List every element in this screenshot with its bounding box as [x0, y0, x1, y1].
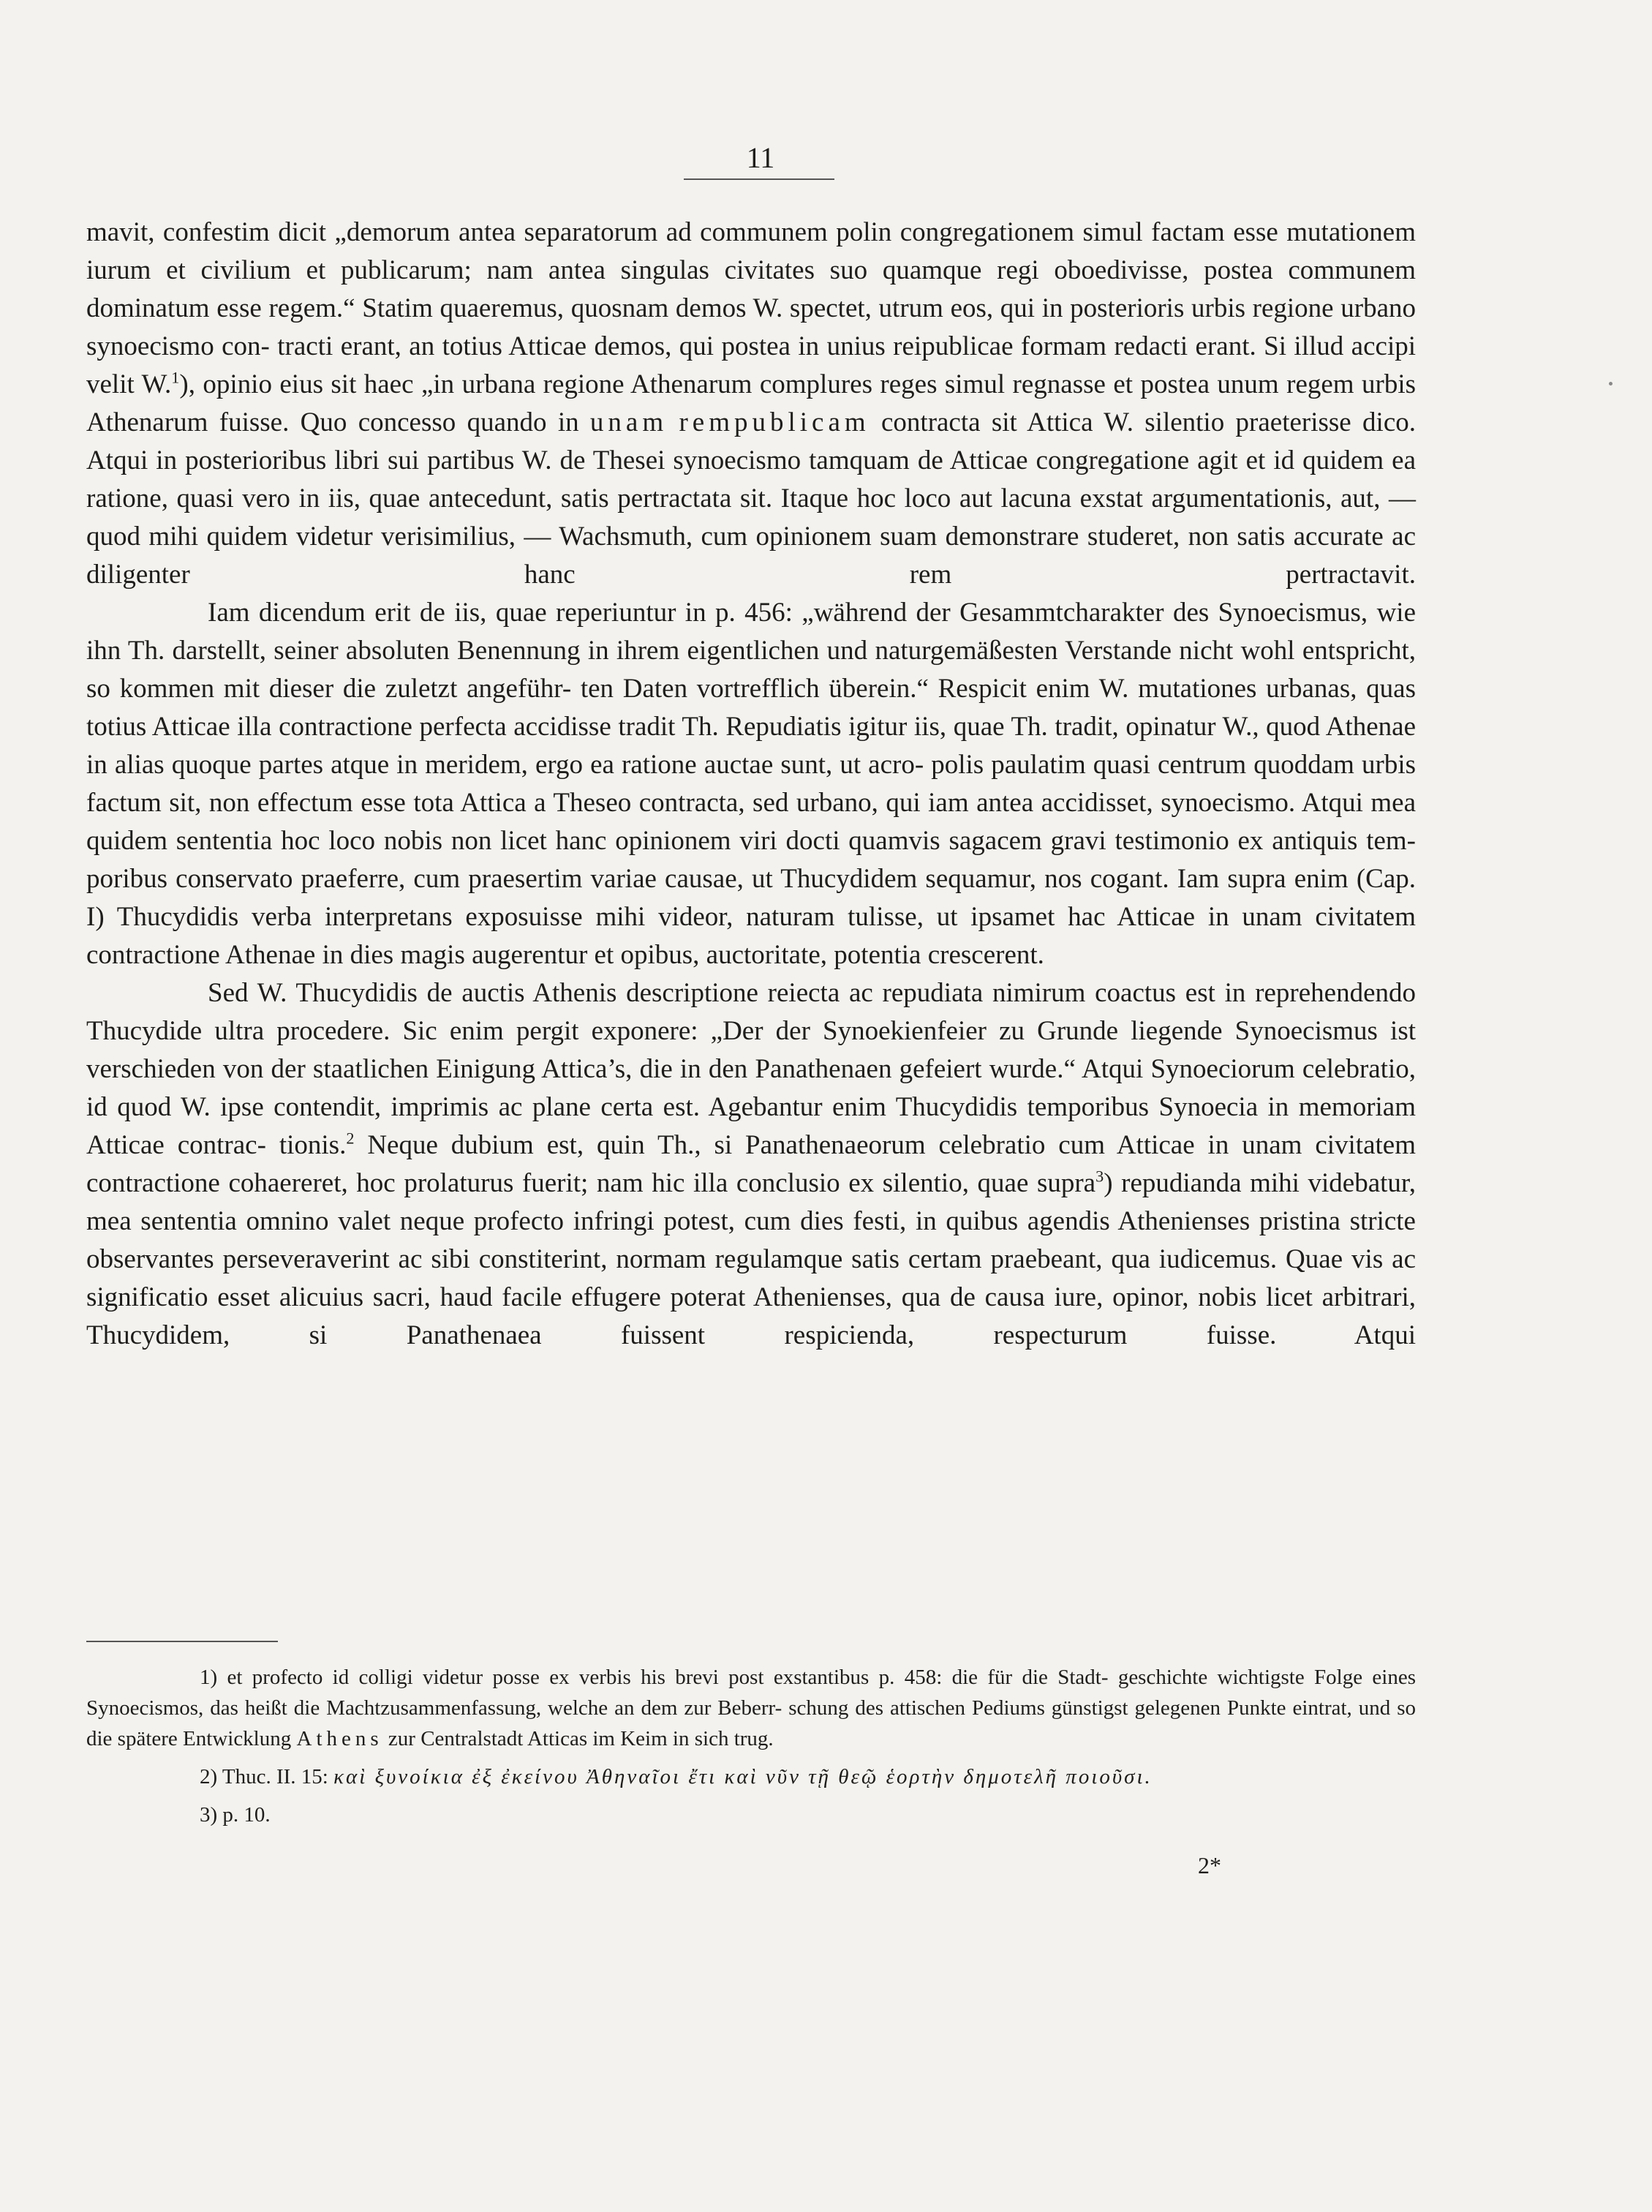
footnote-text: p. 10. [222, 1803, 271, 1827]
text-line: Si illud accipi velit W. [86, 331, 1417, 399]
text-line: polis paulatim quasi centrum quoddam urbis factum sit, non effectum esse tota Attica a Theseo [86, 750, 1417, 818]
text-line: contractione perfecta accidisse tradit Th. Repudiatis igitur iis, quae Th. tradit, opinatur W., [279, 712, 1259, 742]
text-line: exstat argumentationis, aut, — quod mihi quidem videtur verisimilius, — Wachsmuth, cum [86, 484, 1416, 552]
text-line: dies festi, in quibus agendis Athenienses pristina stricte observantes perseveraverint ac sibi [86, 1206, 1416, 1274]
footnote-ref: 2 [346, 1129, 355, 1148]
page-number: 11 [746, 141, 775, 174]
emphasis-spaced: rempublicam [679, 407, 870, 437]
text-line: loco nobis non licet hanc opinionem viri docti quamvis sagacem gravi testimonio ex antiquis tem- [328, 826, 1417, 856]
paragraph-3: Sed W. Thucydidis de auctis Athenis descriptione reiecta ac repudiata nimirum coactus est in reprehendendo Thucydide ultra procedere. Sic enim pergit exponere: „Der der Synoekienfeier zu Grunde liegende Synoecismus ist verschieden von der staatlichen Einigung Attica’s, die in den Panathenaen gefeiert wurde.“ Atqui Synoeciorum celebratio, id quod W. ipse contendit, imprimis ac plane certa est. Agebantur enim Thucydidis temporibus Synoecia in memoriam Atticae contrac- tionis.$^2$ Neque dubium est, quin Th., si Panathenaeorum celebratio cum Atticae in unam civitatem contractione cohaereret, hoc prolaturus fuerit; nam hic illa conclusio ex silentio, quae supra$^3$) repudianda mihi videbatur, mea sententia omnino valet neque profecto infringi potest, cum dies festi, in quibus agendis Athenienses pristina stricte observantes perseveraverint ac sibi constiterint, normam regulamque satis certam praebeant, qua iudicemus. Quae vis ac significatio esset alicuius sacri, haud facile effugere poterat Athenienses, qua de causa iure, opinor, nobis licet arbitrari, Thucydidem, si Panathenaea fuissent respicienda, respecturum fuisse. Atqui [86, 978, 1417, 1350]
emphasis-spaced: unam [589, 407, 668, 437]
footnote-3 [86, 1799, 1416, 1830]
text-line: Iam supra enim (Cap. I) Thucydidis verba interpretans exposuisse mihi videor, naturam tulisse, [86, 864, 1416, 932]
text-line: ac plane certa est. Agebantur enim Thucydidis temporibus Synoecia in memoriam Atticae contrac- [86, 1092, 1417, 1160]
text-line: quosnam demos W. spectet, utrum eos, qui in posterioris urbis regione urbano synoecismo con- [86, 293, 1416, 361]
footnote-text: Centralstadt Atticas im Keim in sich trug. [420, 1727, 774, 1750]
footnote-ref: 3 [1095, 1167, 1104, 1186]
text-line: mavit, confestim dicit „demorum antea separatorum ad communem polin congregationem simul [86, 217, 1143, 247]
text-line: des Synoecismus, wie ihn Th. darstellt, seiner absoluten Benennung in ihrem eigentlichen und [86, 598, 1416, 666]
text-line: sui partibus W. de Thesei synoecismo tamquam de Atticae congregatione agit et id quidem [387, 445, 1384, 475]
text-line: contracta, sed urbano, qui iam antea accidisset, synoecismo. Atqui mea quidem sententia hoc [86, 788, 1416, 856]
text-line: ), opinio eius sit haec „in urbana regione Athenarum complures reges [179, 369, 938, 399]
text-line: quod Athenae in alias quoque partes atque in meridem, ergo ea ratione auctae sunt, ut acro- [86, 712, 1416, 780]
greek-quotation: καὶ ξυνοίκια ἐξ ἐκείνου Ἀθηναῖοι ἔτι καὶ νῦν τῇ θεῷ ἑορτὴν δημοτελῆ ποιοῦσι. [333, 1765, 1153, 1788]
text-line: zu Grunde liegende Synoecismus ist verschieden von der staatlichen Einigung Attica’s, die in den [86, 1016, 1417, 1084]
text-line: opinionem suam demonstrare studeret, non satis accurate ac diligenter hanc rem pertractavit. [86, 522, 1416, 590]
footnote-text: geschichte wichtigste Folge eines Synoecismos, das heißt die Machtzusammenfassung, welche an dem zur Beberr- [86, 1666, 1417, 1720]
footnote-citation: Thuc. II. 15: [222, 1765, 328, 1788]
text-line: simul regnasse et postea unum regem urbis Athenarum fuisse. Quo concesso quando in [86, 369, 1416, 437]
text-line: constiterint, normam regulamque satis certam praebeant, qua iudicemus. Quae vis ac significatio [86, 1244, 1416, 1312]
body-text [86, 214, 1416, 1355]
text-line: Panathenaen gefeiert wurde.“ Atqui Synoeciorum celebratio, id quod W. ipse contendit, imprimis [86, 1054, 1417, 1122]
text-line: Iam dicendum erit de iis, quae reperiuntur in p. 456: „während der Gesammtcharakter [208, 598, 1164, 628]
text-line: esset alicuius sacri, haud facile effugere poterat Athenienses, qua de causa iure, opinor, nobis [217, 1282, 1257, 1312]
text-line: naturgemäßesten Verstande nicht wohl entspricht, so kommen mit dieser die zuletzt angeführ- [86, 636, 1417, 704]
paragraph-2 [86, 594, 1416, 974]
text-line: tionis. [279, 1130, 347, 1160]
footnote-text: zur [382, 1727, 415, 1750]
paragraph-1 [86, 214, 1416, 594]
footnotes [86, 1662, 1416, 1830]
paper-speck [1609, 382, 1613, 385]
text-line: contracta sit Attica W. silentio praeterisse dico. Atqui in posterioribus libri [86, 407, 1416, 475]
text-line: Sed W. Thucydidis de auctis Athenis descriptione reiecta ac repudiata nimirum coactus est [208, 978, 1215, 1008]
signature-mark: 2* [1198, 1852, 1221, 1878]
emphasis-spaced: Athens [296, 1727, 383, 1750]
footnote-2 [86, 1761, 1416, 1792]
text-line: factam esse mutationem iurum et civilium et publicarum; nam antea singulas civitates suo [86, 217, 1417, 285]
text-line: licet arbitrari, Thucydidem, si Panathenaea fuissent respicienda, respecturum fuisse. Atqui [86, 1282, 1417, 1350]
footnote-number: 1) [200, 1666, 218, 1689]
footnote-1 [86, 1662, 1416, 1754]
text-line: ten Daten vortrefflich überein.“ Respicit enim W. mutationes urbanas, quas totius Atticae illa [86, 674, 1416, 742]
text-line: Neque dubium est, quin Th., si Panathenaeorum celebratio cum Atticae in unam civitatem [354, 1130, 1416, 1160]
text-line: quamque regi oboedivisse, postea communem dominatum esse regem.“ Statim quaeremus, [86, 255, 1417, 323]
page-number-rule [684, 178, 834, 180]
footnote-text: schung des attischen Pediums günstigst gelegenen Punkte eintrat, und so die spätere Entwicklung [86, 1696, 1416, 1750]
text-line: ut ipsamet hac Atticae in unam civitatem contractione Athenae in dies magis augerentur et [86, 902, 1417, 970]
footnote-rule [86, 1641, 278, 1642]
footnote-number: 2) [200, 1765, 218, 1788]
text-line: repudianda mihi videbatur, mea sententia omnino valet neque profecto infringi potest, cum [86, 1168, 1417, 1236]
footnote-text: et profecto id colligi videtur posse ex verbis his brevi post exstantibus p. 458: die für die Stadt- [227, 1666, 1109, 1689]
text-line: opibus, auctoritate, potentia crescerent. [620, 940, 1044, 970]
footnote-ref: 1 [171, 368, 180, 387]
text-line: tracti erant, an totius Atticae demos, qui postea in unius reipublicae formam redacti erant. [277, 331, 1256, 361]
text-line: in reprehendendo Thucydide ultra procedere. Sic enim pergit exponere: „Der der Synoekienfeier [86, 978, 1416, 1046]
footnote-number: 3) [200, 1803, 218, 1827]
text-line: poribus conservato praeferre, cum praesertim variae causae, ut Thucydidem sequamur, nos cogant. [86, 864, 1169, 894]
text-line: ea ratione, quasi vero in iis, quae antecedunt, satis pertractata sit. Itaque hoc loco aut lacuna [86, 445, 1416, 514]
text-line: contractione cohaereret, hoc prolaturus fuerit; nam hic illa conclusio ex silentio, quae supra [86, 1168, 1096, 1198]
